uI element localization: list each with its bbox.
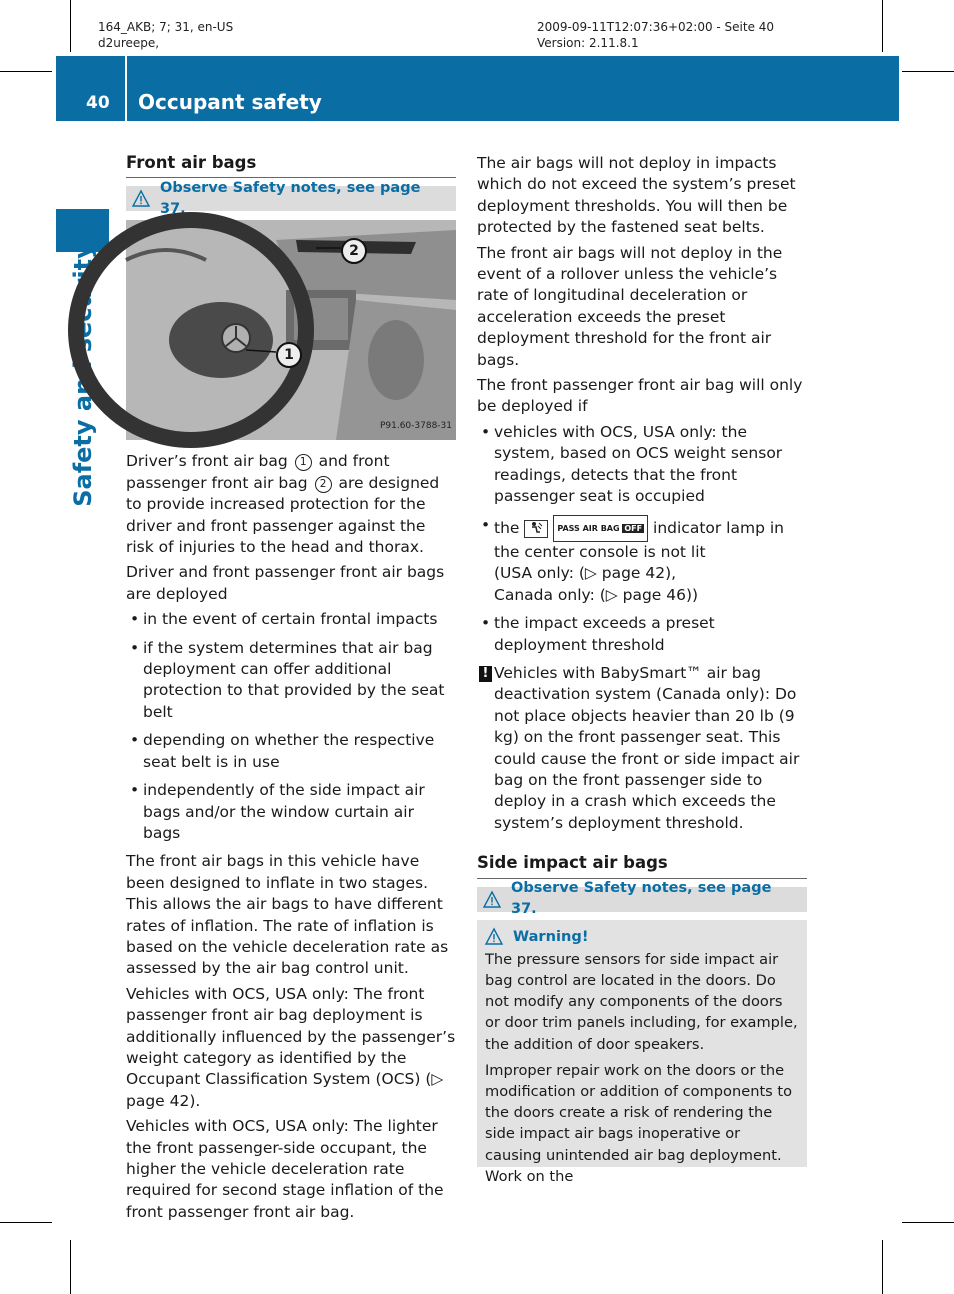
bullet2-a: the	[494, 518, 520, 537]
crop-mark	[0, 1222, 52, 1223]
deployment-conditions-list	[126, 609, 456, 844]
paragraph-no-deploy: The air bags will not deploy in impacts which do not exceed the system’s preset deployment thresholds. You will then be protected by the fastened seat belts.	[477, 154, 796, 237]
left-column	[126, 152, 456, 1227]
safety-note-link[interactable]: Observe Safety notes, see page 37.	[511, 879, 772, 918]
list-item	[477, 515, 807, 607]
lamp-off-text: OFF	[624, 523, 643, 533]
list-item: • in the event of certain frontal impacts	[126, 609, 456, 630]
header-divider	[125, 56, 127, 121]
crop-mark	[70, 1240, 71, 1294]
side-impact-heading: Side impact air bags	[477, 852, 807, 878]
paragraph-two-stage: The front air bags in this vehicle have been designed to inflate in two stages. This allows the air bags to have different rates of inflation. The rate of inflation is based on the vehicle deceleration rate as assessed by the air bag control unit.	[126, 852, 449, 978]
dashboard-photo	[126, 220, 456, 440]
callout-2-ref: 2	[315, 476, 332, 493]
crop-mark	[0, 71, 52, 72]
warning-paragraph-1: The pressure sensors for side impact air bag control are located in the doors. Do not modify any components of the doors or door trim panels including, for example, the addition of door speakers.	[485, 950, 798, 1053]
callout-1-ref: 1	[295, 454, 312, 471]
paragraph-front-airbags-intro	[126, 451, 456, 558]
bullet2-b: indicator lamp in the center console is not lit	[494, 518, 784, 561]
lamp-text: PASS AIR BAG	[557, 523, 620, 533]
bullet2-d: Canada only: (▷ page 46))	[494, 585, 699, 604]
paragraph-deployed: Driver and front passenger front air bags are deployed	[126, 563, 445, 603]
paragraph-ocs-weight: Vehicles with OCS, USA only: The front passenger front air bag deployment is additionally influenced by the passenger’s weight category as identified by the Occupant Classification System (OCS) (▷ page 42).	[126, 984, 456, 1110]
safety-note-bar	[477, 879, 807, 918]
right-column	[477, 153, 807, 1185]
warning-title	[485, 926, 799, 947]
paragraph-passenger-deployed-if: The front passenger front air bag will only be deployed if	[477, 376, 803, 416]
warning-title-text: Warning!	[513, 927, 589, 945]
crop-mark	[902, 71, 954, 72]
list-item: • the impact exceeds a preset deployment threshold	[477, 613, 807, 656]
passenger-conditions-list	[477, 422, 807, 656]
babysmart-note	[477, 663, 807, 834]
paragraph-rollover: The front air bags will not deploy in the event of a rollover unless the vehicle’s rate of longitudinal deceleration or acceleration exceeds the preset deployment threshold for the front air bags.	[477, 243, 783, 369]
p1-b: and front passenger front air bag	[126, 452, 390, 492]
pass-air-bag-off-lamp	[553, 515, 648, 542]
warning-triangle-icon	[132, 190, 150, 207]
list-item: • vehicles with OCS, USA only: the system, based on OCS weight sensor readings, detects that the front passenger seat is occupied	[477, 422, 807, 508]
photo-code: P91.60-3788-31	[379, 421, 452, 431]
crop-mark	[902, 1222, 954, 1223]
page-number: 40	[86, 93, 110, 113]
list-item: • depending on whether the respective seat belt is in use	[126, 730, 456, 773]
section-title: Occupant safety	[138, 90, 322, 114]
dashboard-illustration	[126, 220, 456, 440]
meta-right-line1: 2009-09-11T12:07:36+02:00 - Seite 40	[537, 20, 775, 34]
print-meta-left	[98, 19, 233, 51]
list-item: • if the system determines that air bag deployment can offer additional protection to that provided by the seat belt	[126, 638, 456, 724]
front-air-bags-heading: Front air bags	[126, 152, 456, 178]
p1-a: Driver’s front air bag	[126, 452, 288, 471]
warning-box	[477, 920, 807, 1185]
meta-left-line1: 164_AKB; 7; 31, en-US	[98, 20, 234, 34]
warning-triangle-icon	[485, 928, 503, 945]
meta-right-line2: Version: 2.11.8.1	[537, 36, 639, 50]
callout-2-marker: 2	[341, 238, 367, 264]
warning-paragraph-2: Improper repair work on the doors or the modification or addition of components to the doors create a risk of rendering the side impact air bags inoperative or causing unintended air bag deployment. Work on the	[485, 1061, 793, 1185]
meta-left-line2: d2ureepe,	[98, 36, 160, 50]
crop-mark	[882, 0, 883, 52]
exclamation-icon: !	[479, 666, 492, 682]
p1-c: are designed to provide increased protection for the driver and front passenger against the risk of injuries to the head and thorax.	[126, 473, 440, 557]
airbag-person-icon	[528, 521, 544, 535]
crop-mark	[882, 1240, 883, 1294]
print-meta-right	[537, 19, 774, 51]
safety-note-link[interactable]: Observe Safety notes, see page 37.	[160, 179, 421, 217]
bullet2-c: (USA only: (▷ page 42),	[494, 564, 677, 583]
warning-triangle-icon	[483, 891, 501, 908]
list-item: • independently of the side impact air bags and/or the window curtain air bags	[126, 780, 456, 844]
safety-note-bar	[126, 179, 456, 217]
paragraph-ocs-lighter: Vehicles with OCS, USA only: The lighter the front passenger-side occupant, the higher the vehicle deceleration rate required for second stage inflation of the front passenger front air bag.	[126, 1117, 444, 1221]
note-text: Vehicles with BabySmart™ air bag deactivation system (Canada only): Do not place objects heavier than 20 lb (9 kg) on the front passenger seat. This could cause the front or side impact air bag on the front passenger side to deploy in a crash which exceeds the system’s deployment threshold.	[494, 663, 800, 832]
crop-mark	[70, 0, 71, 52]
chapter-side-title: Safety and security	[69, 243, 97, 507]
seat-occupant-icon	[524, 520, 548, 538]
callout-1-marker: 1	[276, 342, 302, 368]
